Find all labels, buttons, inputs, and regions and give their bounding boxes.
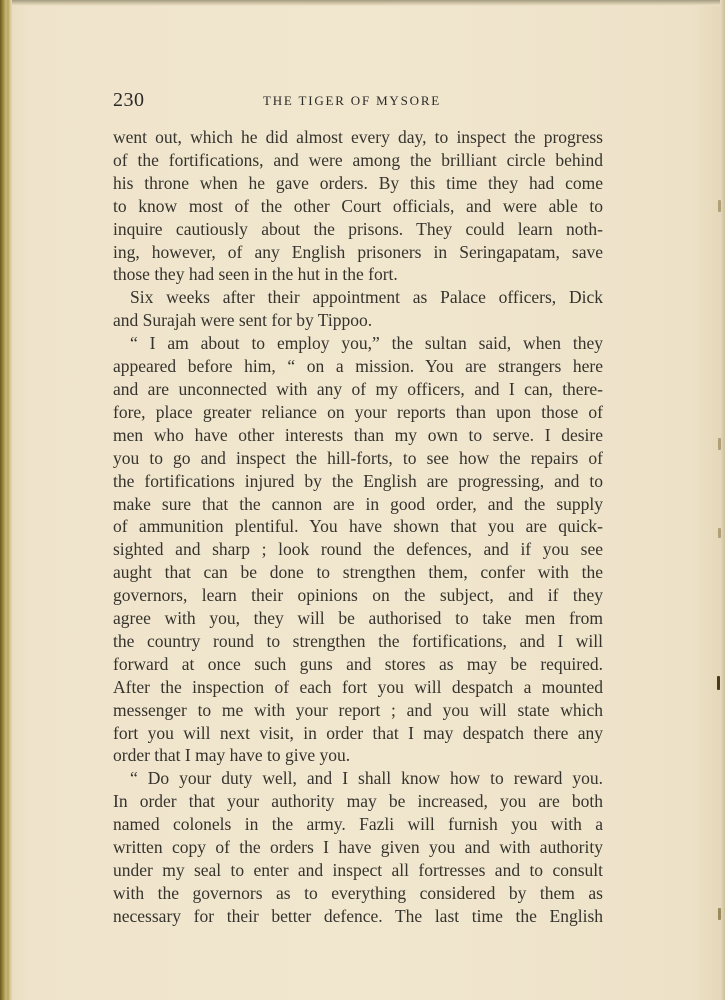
bleed-mark [718, 528, 721, 538]
text-line: inquire cautiously about the prisons. They could learn noth- [113, 218, 603, 239]
text-line: to know most of the other Court officials, and were able to [113, 195, 603, 216]
text-line: fore, place greater reliance on your reports than upon those of [113, 401, 603, 422]
text-line: named colonels in the army. Fazli will furnish you with a [113, 814, 603, 835]
text-line: his throne when he gave orders. By this time they had come [113, 172, 603, 193]
page-number: 230 [113, 89, 145, 111]
text-line: the fortifications injured by the English are progressing, and to [113, 470, 603, 491]
text-line: order that I may have to give you. [113, 745, 351, 766]
text-line: make sure that the cannon are in good order, and the supply [113, 493, 603, 514]
paragraph [113, 126, 603, 286]
bleed-mark [718, 908, 721, 920]
text-line: and Surajah were sent for by Tippoo. [113, 310, 373, 331]
text-line: In order that your authority may be increased, you are both [113, 791, 603, 812]
text-line: sighted and sharp ; look round the defences, and if you see [113, 539, 603, 560]
bleed-mark [718, 438, 721, 450]
text-line: under my seal to enter and inspect all fortresses and to consult [113, 860, 603, 880]
page-top-edge [12, 0, 725, 6]
text-line: governors, learn their opinions on the subject, and if they [113, 585, 603, 606]
text-line: and are unconnected with any of my officers, and I can, there- [113, 378, 603, 399]
text-line: of the fortifications, and were among the brilliant circle behind [113, 149, 603, 170]
text-line: appeared before him, “ on a mission. You are strangers here [113, 356, 603, 377]
text-line: you to go and inspect the hill-forts, to see how the repairs of [113, 447, 603, 468]
text-line: those they had seen in the hut in the fort. [113, 264, 398, 285]
text-line: “ I am about to employ you,” the sultan said, when they [130, 333, 603, 354]
text-line: ing, however, of any English prisoners in Seringapatam, save [113, 241, 603, 262]
paragraph [113, 767, 603, 927]
text-line: forward at once such guns and stores as may be required. [113, 653, 603, 674]
text-line: agree with you, they will be authorised to take men from [113, 608, 603, 629]
text-line: Six weeks after their appointment as Palace officers, Dick [130, 287, 603, 308]
running-head: THE TIGER OF MYSORE [263, 93, 442, 108]
text-line: messenger to me with your report ; and you will state which [113, 699, 603, 720]
text-line: with the governors as to everything considered by them as [113, 882, 603, 903]
text-line: the country round to strengthen the fortifications, and I will [113, 630, 603, 651]
bleed-mark [717, 676, 720, 690]
text-line: After the inspection of each fort you will despatch a mounted [113, 676, 603, 697]
text-line: of ammunition plentiful. You have shown that you are quick- [113, 516, 603, 537]
paragraph [113, 332, 603, 767]
book-binding-edge [0, 0, 12, 1000]
bleed-mark [718, 200, 721, 212]
text-line: “ Do your duty well, and I shall know how to reward you. [130, 768, 603, 789]
text-line: went out, which he did almost every day, to inspect the progress [113, 127, 603, 147]
text-line: fort you will next visit, in order that I may despatch there any [113, 722, 603, 743]
text-line: written copy of the orders I have given you and with authority [113, 837, 603, 858]
text-line: aught that can be done to strengthen them, confer with the [113, 562, 603, 583]
paragraph [113, 286, 603, 332]
text-line: necessary for their better defence. The last time the English [113, 905, 603, 926]
page-header [113, 89, 603, 115]
text-line: men who have other interests than my own to serve. I desire [113, 424, 603, 445]
page-right-edge [720, 0, 725, 1000]
body-text [113, 126, 603, 928]
